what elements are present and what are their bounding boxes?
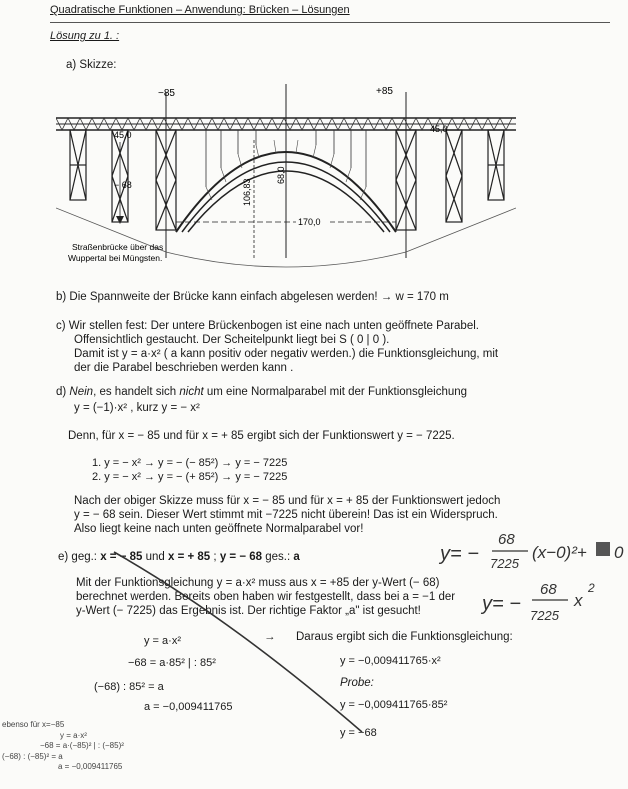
part-b-text: b) Die Spannweite der Brücke kann einfach abgelesen werden! → w = 170 m <box>56 291 449 303</box>
svg-text:0: 0 <box>614 543 624 562</box>
margin-note-5: a = −0,009411765 <box>58 762 123 771</box>
height-label-2: 68,0 <box>276 166 286 184</box>
part-d-calc-2: 2. y = − x² → y = − (+ 85²) → y = − 7225 <box>92 471 288 483</box>
right-height-label: 45,0 <box>430 124 448 134</box>
result-intro: Daraus ergibt sich die Funktionsgleichung: <box>296 631 513 643</box>
eq-4: a = −0,009411765 <box>144 701 233 713</box>
span-label: 170,0 <box>298 217 321 227</box>
svg-text:7225: 7225 <box>530 608 559 623</box>
arrow-symbol: → <box>264 631 276 643</box>
part-c-line-3: Damit ist y = a·x² ( a kann positiv oder negativ werden.) die Funktionsgleichung, mit <box>74 348 499 360</box>
pen-stroke <box>110 548 370 738</box>
margin-note-4: (−68) : (−85)² = a <box>2 752 63 761</box>
eq-1: y = a·x² <box>144 635 181 647</box>
handwritten-notes <box>436 520 626 630</box>
part-d-line-2: y = (−1)·x² , kurz y = − x² <box>74 402 200 414</box>
caption-line-2: Wuppertal bei Müngsten. <box>68 253 163 263</box>
nein-word: Nein <box>69 386 94 398</box>
part-d-calc-1: 1. y = − x² → y = − (− 85²) → y = − 7225 <box>92 457 288 469</box>
height-label-1: 106,83 <box>242 178 252 206</box>
margin-note-2: y = a·x² <box>60 731 87 740</box>
svg-text:y= −: y= − <box>440 543 479 565</box>
solution-heading: Lösung zu 1. : <box>50 30 120 42</box>
caption-line-1: Straßenbrücke über das <box>72 242 164 252</box>
nicht-word: nicht <box>179 386 204 398</box>
probe-line-1: y = −0,009411765·85² <box>340 699 448 711</box>
left-x-label: −85 <box>158 88 175 99</box>
part-d-line-1: d) Nein, es handelt sich nicht um eine Normalparabel mit der Funktionsgleichung <box>56 386 468 398</box>
result-equation: y = −0,009411765·x² <box>340 655 441 667</box>
part-e-para-3: y-Wert (− 7225) das Ergebnis ist. Der richtige Faktor „a" ist gesucht! <box>76 605 421 617</box>
svg-text:(x−0)²+: (x−0)²+ <box>532 543 587 562</box>
svg-text:7225: 7225 <box>490 556 519 571</box>
part-e-given: e) geg.: x = − 85 und x = + 85 ; y = − 68 ges.: a <box>58 551 300 563</box>
left-height-label: 45,0 <box>114 130 132 140</box>
part-c-line-1: c) Wir stellen fest: Der untere Brückenbogen ist eine nach unten geöffnete Parabel. <box>56 320 479 332</box>
part-d-line-3: Denn, für x = − 85 und für x = + 85 ergibt sich der Funktionswert y = − 7225. <box>68 430 455 442</box>
header-rule <box>50 22 610 23</box>
part-e-para-2: berechnet werden. Bereits oben haben wir festgestellt, dass bei a = −1 der <box>76 591 456 603</box>
part-d-line-5: y = − 68 sein. Dieser Wert stimmt mit −7225 nicht überein! Das ist ein Widerspruch. <box>74 509 498 521</box>
probe-line-2: y = −68 <box>340 727 377 739</box>
svg-text:y= −: y= − <box>482 593 521 615</box>
page-title: Quadratische Funktionen – Anwendung: Brücken – Lösungen <box>50 4 350 16</box>
part-d-line-6: Also liegt keine nach unten geöffnete Normalparabel vor! <box>74 523 364 535</box>
probe-label: Probe: <box>340 677 374 689</box>
svg-text:68: 68 <box>540 581 557 598</box>
svg-text:x: x <box>574 591 583 610</box>
eq-3: (−68) : 85² = a <box>94 681 164 693</box>
svg-text:2: 2 <box>588 581 595 595</box>
part-e-para-1: Mit der Funktionsgleichung y = a·x² muss aus x = +85 der y-Wert (− 68) <box>76 577 440 589</box>
margin-note-3: −68 = a·(−85)² | : (−85)² <box>40 741 124 750</box>
right-x-label: +85 <box>376 86 393 97</box>
depth-label: − 68 <box>114 180 132 190</box>
eq-2: −68 = a·85² | : 85² <box>128 657 216 669</box>
part-a-label: a) Skizze: <box>66 59 117 71</box>
part-c-line-4: der die Parabel beschrieben werden kann . <box>74 362 294 374</box>
bridge-sketch <box>56 82 516 272</box>
part-c-line-2: Offensichtlich gestaucht. Der Scheitelpunkt liegt bei S ( 0 | 0 ). <box>74 334 390 346</box>
part-d-line-4: Nach der obiger Skizze muss für x = − 85 und für x = + 85 der Funktionswert jedoch <box>74 495 501 507</box>
svg-text:68: 68 <box>498 531 515 548</box>
margin-note-1: ebenso für x=−85 <box>2 720 65 729</box>
